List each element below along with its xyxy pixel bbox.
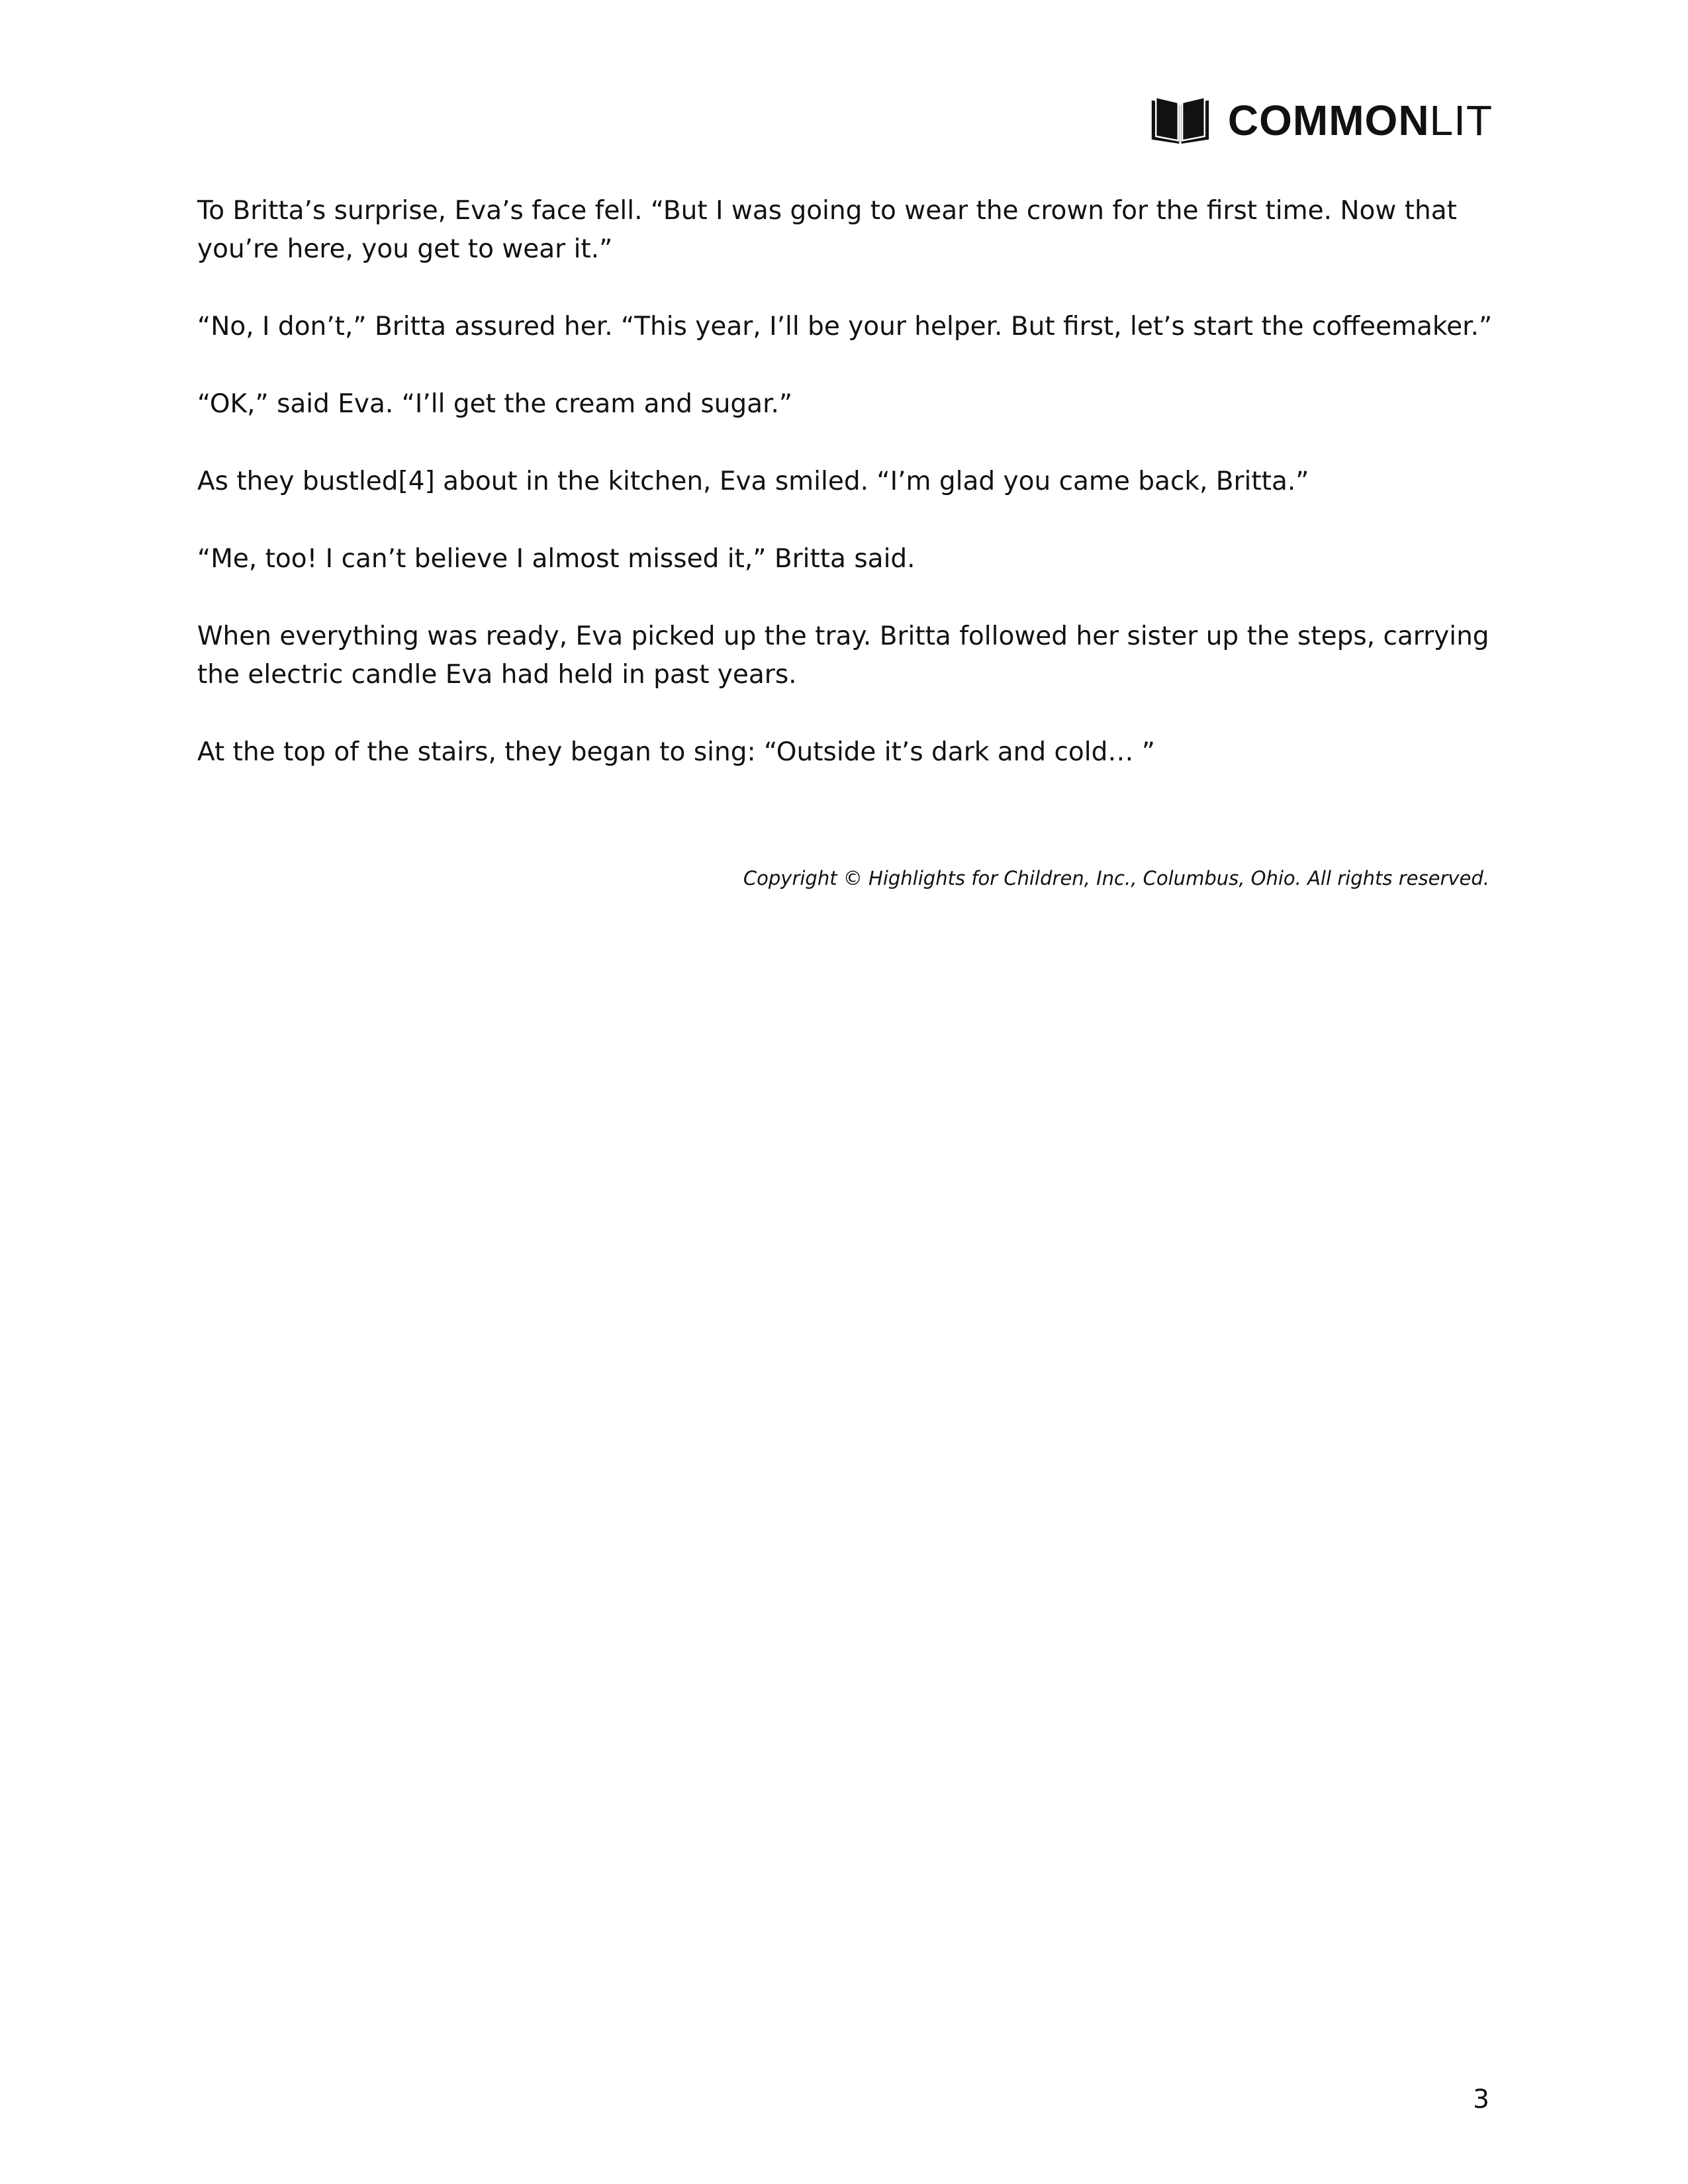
paragraph: “Me, too! I can’t believe I almost missed it,” Britta said. xyxy=(197,544,915,574)
paragraph: “OK,” said Eva. “I’ll get the cream and sugar.” xyxy=(197,389,793,419)
open-book-icon xyxy=(1149,89,1212,152)
story-text xyxy=(197,192,1495,811)
paragraph: When everything was ready, Eva picked up the tray. Britta followed her sister up the steps, carrying the electric candle Eva had held in past years. xyxy=(197,621,1489,690)
logo-text-bold: COMMON xyxy=(1227,97,1430,144)
page-number: 3 xyxy=(1473,2085,1489,2115)
paragraph: “No, I don’t,” Britta assured her. “This year, I’ll be your helper. But first, let’s start the coffeemaker.” xyxy=(197,312,1493,341)
commonlit-logo xyxy=(1149,89,1493,152)
paragraph: As they bustled[4] about in the kitchen, Eva smiled. “I’m glad you came back, Britta.” xyxy=(197,467,1309,496)
copyright-notice: Copyright © Highlights for Children, Inc., Columbus, Ohio. All rights reserved. xyxy=(743,867,1489,889)
paragraph: At the top of the stairs, they began to sing: “Outside it’s dark and cold… ” xyxy=(197,737,1155,767)
paragraph: To Britta’s surprise, Eva’s face fell. “But I was going to wear the crown for the first time. Now that you’re here, you get to wear it.” xyxy=(197,196,1457,264)
logo-text-light: LIT xyxy=(1429,97,1493,144)
logo-wordmark xyxy=(1228,99,1493,142)
